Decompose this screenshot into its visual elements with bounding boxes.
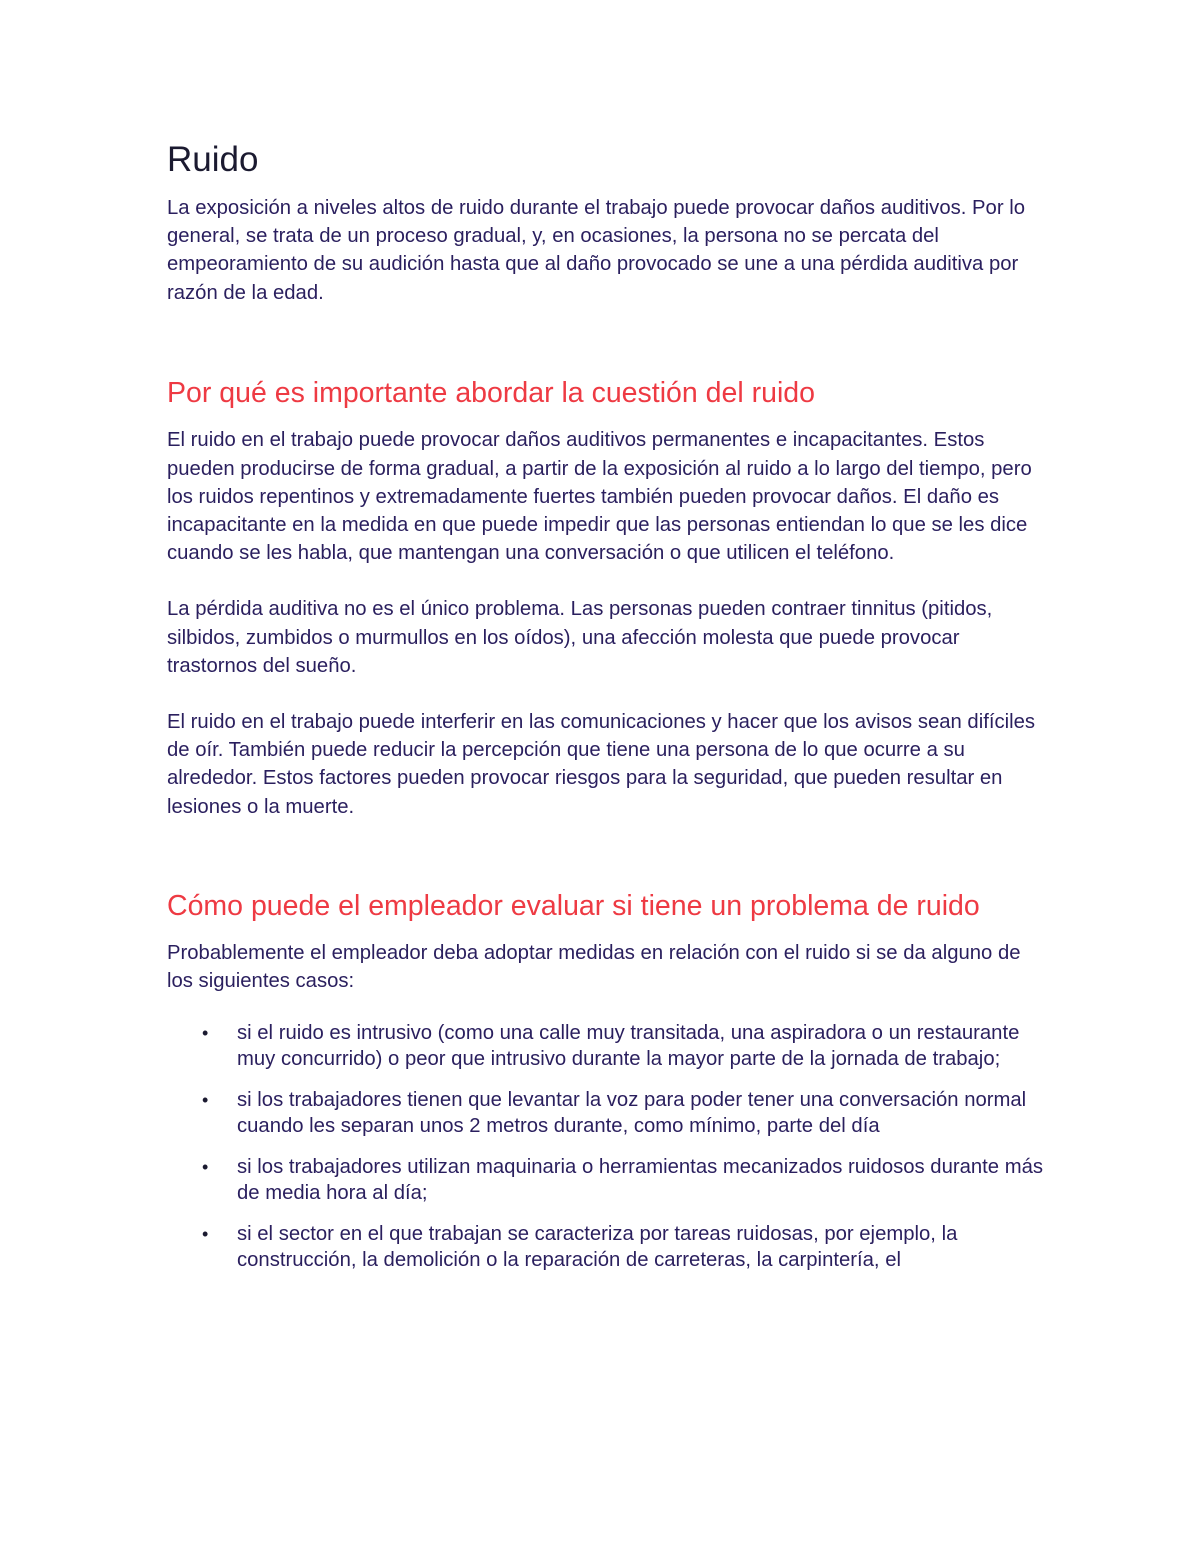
- list-item: [167, 1154, 1047, 1207]
- importance-paragraph-2: La pérdida auditiva no es el único problema. Las personas pueden contraer tinnitus (pitidos, silbidos, zumbidos o murmullos en los oídos), una afección molesta que puede provocar trastornos del sueño.: [167, 598, 993, 677]
- intro-paragraph: La exposición a niveles altos de ruido durante el trabajo puede provocar daños auditivos. Por lo general, se trata de un proceso gradual, y, en ocasiones, la persona no se percata del empeoramiento de su audición hasta que al daño provocado se une a una pérdida auditiva por razón de la edad.: [167, 197, 1025, 304]
- list-item-text: si el sector en el que trabajan se caracteriza por tareas ruidosas, por ejemplo, la construcción, la demolición o la reparación de carreteras, la carpintería, el: [237, 1222, 958, 1272]
- bullet-icon: •: [202, 1156, 209, 1177]
- list-item: [167, 1087, 1047, 1140]
- section-heading-importance: Por qué es importante abordar la cuestión del ruido: [167, 376, 815, 409]
- bullet-icon: •: [202, 1089, 209, 1110]
- evaluation-intro-paragraph: Probablemente el empleador deba adoptar medidas en relación con el ruido si se da alguno de los siguientes casos:: [167, 942, 1021, 993]
- evaluation-bullet-list: [167, 1020, 1047, 1274]
- document-page: [167, 138, 1047, 1288]
- section-heading-evaluation: Cómo puede el empleador evaluar si tiene un problema de ruido: [167, 889, 980, 922]
- bullet-icon: •: [202, 1022, 209, 1043]
- document-title: Ruido: [167, 140, 259, 179]
- importance-paragraph-1: El ruido en el trabajo puede provocar daños auditivos permanentes e incapacitantes. Estos pueden producirse de forma gradual, a partir de la exposición al ruido a lo largo del tiempo, pero los ruidos repentinos y extremadamente fuertes también pueden provocar daños. El daño es incapacitante en la medida en que puede impedir que las personas entiendan lo que se les dice cuando se les habla, que mantengan una conversación o que utilicen el teléfono.: [167, 429, 1032, 565]
- list-item-text: si los trabajadores tienen que levantar la voz para poder tener una conversación normal cuando les separan unos 2 metros durante, como mínimo, parte del día: [237, 1088, 1027, 1138]
- list-item-text: si el ruido es intrusivo (como una calle muy transitada, una aspiradora o un restaurante muy concurrido) o peor que intrusivo durante la mayor parte de la jornada de trabajo;: [237, 1021, 1020, 1071]
- bullet-icon: •: [202, 1223, 209, 1244]
- list-item: [167, 1020, 1047, 1073]
- list-item: [167, 1221, 1047, 1274]
- importance-paragraph-3: El ruido en el trabajo puede interferir en las comunicaciones y hacer que los avisos sean difíciles de oír. También puede reducir la percepción que tiene una persona de lo que ocurre a su alrededor. Estos factores pueden provocar riesgos para la seguridad, que pueden resultar en lesiones o la muerte.: [167, 710, 1036, 818]
- list-item-text: si los trabajadores utilizan maquinaria o herramientas mecanizados ruidosos durante más de media hora al día;: [237, 1155, 1044, 1205]
